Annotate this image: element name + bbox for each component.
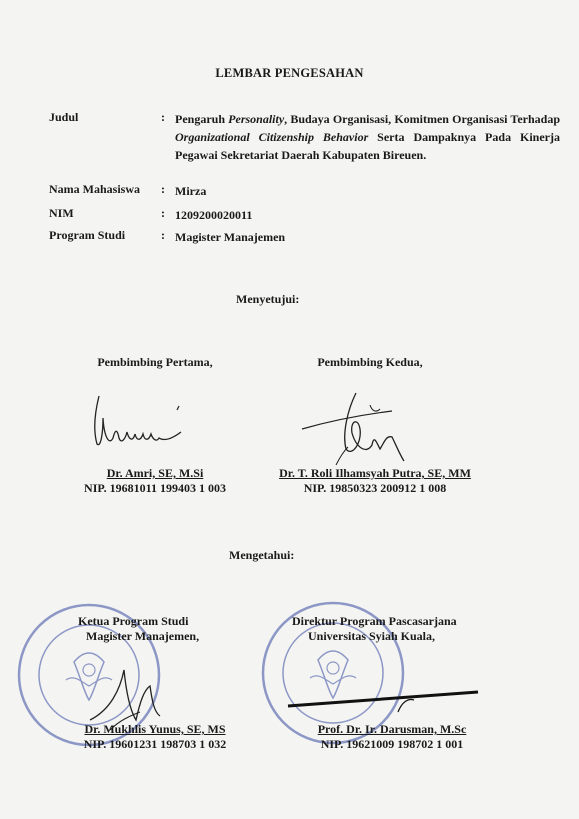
ketua-role-line1: Ketua Program Studi bbox=[78, 614, 189, 628]
ketua-role bbox=[60, 614, 260, 644]
nim-label: NIM bbox=[49, 206, 74, 220]
nim-value: 1209200020011 bbox=[175, 208, 253, 222]
direktur-nip: NIP. 19621009 198702 1 001 bbox=[320, 737, 464, 751]
prodi-colon: : bbox=[161, 228, 165, 242]
ketua-nip: NIP. 19601231 198703 1 032 bbox=[83, 737, 227, 751]
direktur-signatory bbox=[282, 722, 502, 752]
direktur-role bbox=[292, 614, 542, 644]
ketua-signatory bbox=[40, 722, 270, 752]
prodi-label: Program Studi bbox=[49, 228, 126, 242]
prodi-value: Magister Manajemen bbox=[175, 230, 286, 244]
signature-darusman bbox=[278, 662, 498, 722]
signature-amri bbox=[85, 388, 195, 458]
judul-value: Pengaruh Personality, Budaya Organisasi, Komitmen Organisasi Terhadap Organizational Citizenship Behavior Serta Dampaknya Pada Kinerja Pegawai Sekretariat Daerah Kabupaten Bireuen. bbox=[175, 112, 560, 162]
nama-colon: : bbox=[161, 182, 165, 196]
menyetujui-heading: Menyetujui: bbox=[236, 292, 300, 306]
pembimbing2-nip: NIP. 19850323 200912 1 008 bbox=[303, 481, 447, 495]
nim-colon: : bbox=[161, 206, 165, 220]
direktur-name: Prof. Dr. Ir. Darusman, M.Sc bbox=[317, 722, 467, 736]
judul-colon: : bbox=[161, 110, 165, 124]
mengetahui-heading: Mengetahui: bbox=[229, 548, 295, 562]
pembimbing2-role: Pembimbing Kedua, bbox=[317, 355, 423, 369]
direktur-role-line1: Direktur Program Pascasarjana bbox=[292, 614, 457, 628]
direktur-role-line2: Universitas Syiah Kuala, bbox=[308, 629, 436, 643]
pembimbing1-nip: NIP. 19681011 199403 1 003 bbox=[84, 481, 226, 495]
pembimbing1-role: Pembimbing Pertama, bbox=[97, 355, 213, 369]
page-title: LEMBAR PENGESAHAN bbox=[215, 66, 364, 80]
judul-label: Judul bbox=[49, 110, 79, 124]
pembimbing2-name: Dr. T. Roli Ilhamsyah Putra, SE, MM bbox=[279, 466, 471, 480]
field-judul bbox=[49, 110, 569, 182]
signature-roli bbox=[300, 385, 420, 470]
nama-label: Nama Mahasiswa bbox=[49, 182, 141, 196]
pembimbing1-name: Dr. Amri, SE, M.Si bbox=[106, 466, 204, 480]
ketua-role-line2: Magister Manajemen, bbox=[86, 629, 200, 643]
nama-value: Mirza bbox=[175, 184, 207, 198]
pembimbing1-signatory bbox=[40, 466, 270, 496]
ketua-name: Dr. Mukhlis Yunus, SE, MS bbox=[84, 722, 226, 736]
pembimbing2-signatory bbox=[255, 466, 495, 496]
